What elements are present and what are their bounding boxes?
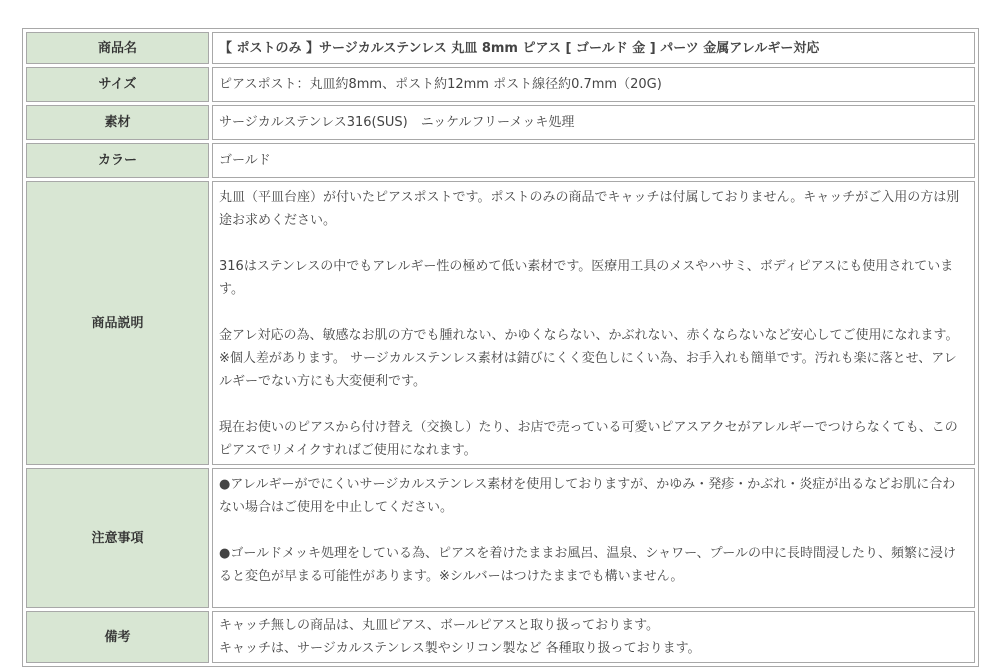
row-notes <box>26 611 975 663</box>
caution-paragraph: ●ゴールドメッキ処理をしている為、ピアスを着けたままお風呂、温泉、シャワー、プールの中に長時間浸したり、頻繁に浸けると変色が早まる可能性があります。※シルバーはつけたままでも構いません。 <box>219 546 957 584</box>
row-material <box>26 105 975 140</box>
description-paragraph: ※個人差があります。 サージカルステンレス素材は錆びにくく変色しにくい為、お手入れも簡単です。汚れも楽に落とせ、アレルギーでない方にも大変便利です。 <box>219 351 957 389</box>
value-caution <box>212 468 975 608</box>
value-material: サージカルステンレス316(SUS) ニッケルフリーメッキ処理 <box>212 105 975 140</box>
label-color: カラー <box>26 143 209 178</box>
label-notes: 備考 <box>26 611 209 663</box>
label-size: サイズ <box>26 67 209 102</box>
value-product-name: 【 ポストのみ 】サージカルステンレス 丸皿 8mm ピアス [ ゴールド 金 ] パーツ 金属アレルギー対応 <box>212 32 975 64</box>
label-description: 商品説明 <box>26 181 209 465</box>
row-caution <box>26 468 975 608</box>
description-paragraph: 現在お使いのピアスから付け替え（交換し）たり、お店で売っている可愛いピアスアクセがアレルギーでつけらなくても、このピアスでリメイクすればご使用になれます。 <box>219 420 958 458</box>
value-notes <box>212 611 975 663</box>
value-description <box>212 181 975 465</box>
label-caution: 注意事項 <box>26 468 209 608</box>
description-paragraph: 丸皿（平皿台座）が付いたピアスポストです。ポストのみの商品でキャッチは付属しておりません。キャッチがご入用の方は別途お求めください。 <box>219 190 960 228</box>
row-size <box>26 67 975 102</box>
label-product-name: 商品名 <box>26 32 209 64</box>
notes-line: キャッチ無しの商品は、丸皿ピアス、ボールピアスと取り扱っております。 <box>219 618 660 633</box>
description-paragraph: 金アレ対応の為、敏感なお肌の方でも腫れない、かゆくならない、かぶれない、赤くならないなど安心してご使用になれます。 <box>219 328 959 343</box>
label-material: 素材 <box>26 105 209 140</box>
notes-line: キャッチは、サージカルステンレス製やシリコン製など 各種取り扱っております。 <box>219 641 701 656</box>
product-spec-table <box>22 28 979 667</box>
caution-paragraph: ●アレルギーがでにくいサージカルステンレス素材を使用しておりますが、かゆみ・発疹・かぶれ・炎症が出るなどお肌に合わない場合はご使用を中止してください。 <box>219 477 956 515</box>
value-size: ピアスポスト：丸皿約8mm、ポスト約12mm ポスト線径約0.7mm（20G) <box>212 67 975 102</box>
row-product-name <box>26 32 975 64</box>
value-color: ゴールド <box>212 143 975 178</box>
row-color <box>26 143 975 178</box>
description-paragraph: 316はステンレスの中でもアレルギー性の極めて低い素材です。医療用工具のメスやハサミ、ボディピアスにも使用されています。 <box>219 259 954 297</box>
row-description <box>26 181 975 465</box>
